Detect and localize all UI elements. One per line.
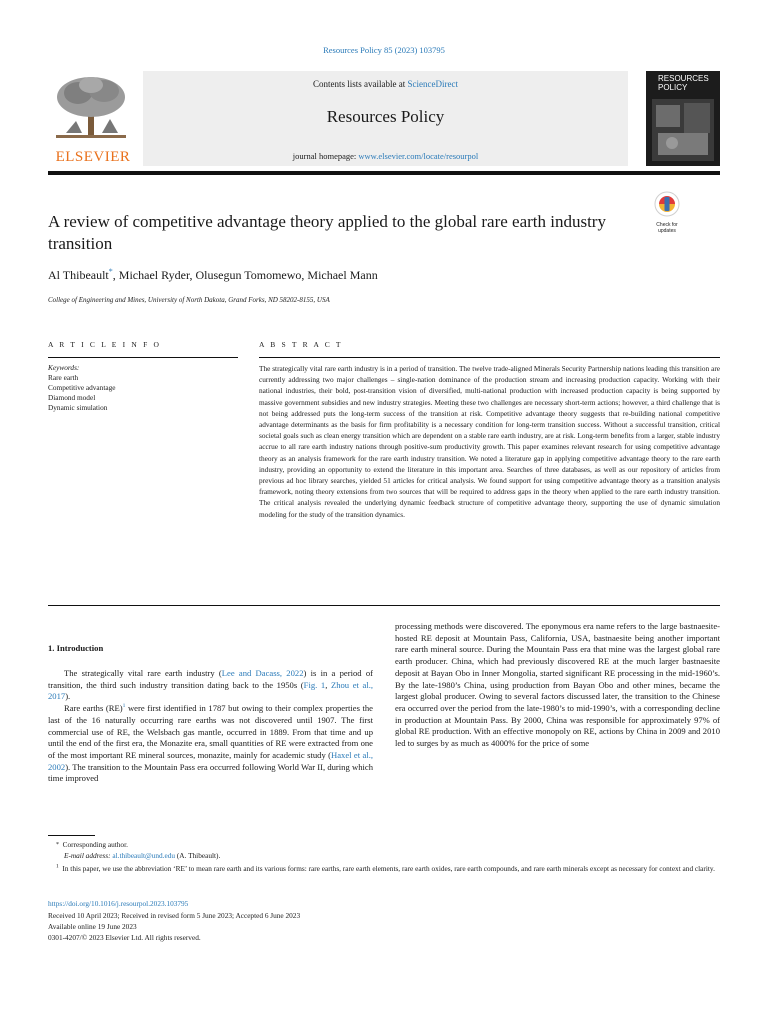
paragraph: The strategically vital rare earth industry (Lee and Dacass, 2022) is in a period of transition, the third such industry transition dating back to the 1950s (Fig. 1, Zhou et al., 2017).: [48, 668, 374, 702]
copyright: 0301-4207/© 2023 Elsevier Ltd. All rights reserved.: [48, 933, 201, 942]
corresponding-mark[interactable]: *: [108, 267, 113, 276]
citation-link[interactable]: Lee and Dacass, 2022: [221, 668, 304, 678]
journal-cover-thumbnail[interactable]: [646, 71, 720, 166]
journal-reference[interactable]: Resources Policy 85 (2023) 103795: [323, 45, 445, 55]
footnote-rule: [48, 835, 95, 836]
elsevier-logo[interactable]: [48, 71, 138, 166]
sciencedirect-link[interactable]: ScienceDirect: [407, 79, 458, 89]
author-names: , Michael Ryder, Olusegun Tomomewo, Michael Mann: [112, 268, 378, 282]
citation-link[interactable]: Zhou et al., 2017: [48, 679, 374, 702]
keywords-block: [48, 363, 238, 413]
body-column-right: [395, 621, 720, 750]
publisher-wordmark: ELSEVIER: [55, 149, 131, 165]
author-name[interactable]: Al Thibeault: [48, 268, 109, 282]
keyword-item[interactable]: Diamond model: [48, 393, 96, 402]
body-column-left: [48, 668, 373, 785]
abstract-text: The strategically vital rare earth industry is in a period of transition. The twelve trade-aligned Minerals Security Partnership nations leading this transition are currently addressing two major challenges – single-nation dominance of the production stream and increasing production capacity. Working with their national industries, their bold, post-transition vision of diversified, multi-national production with increased production capacity is being supported by massive government subsidies and new industry strategies. Meeting these two challenges are necessary short-term actions; however, a third challenge that is not being addressed puts the long-term success of the transition at risk. Competitive advantage theory suggests that re-building national competitive advantage determinants as the basis for firm profitability is a necessary condition for long-term transition success. Without a successful transition, critical societal goals such as clean energy transition which are dependent on a stable rare earth industry, are at risk. Long-term benefits from a larger, stable industry accrue to all rare earth industry nations through positive-sum productivity growth. This paper examines relevant research for using competitive advantage theory as an analysis framework for the rare earth industry transition. We noted a literature gap in applying competitive advantage theory to the rare earth industry, providing an opportunity to extend the literature in this important area. Searches of three databases, as well as our repository of articles from previous ad hoc library searches, yielded 51 articles for critical analysis. We found support for using competitive advantage theory as a transition analysis framework, noting theory extensions from two sources that will be required to address gaps in the theory when applied to the rare earth industry transition. The critical analysis revealed the underlying dynamic feedback structure of competitive advantage theory, supporting the use of dynamic simulation modeling for the study of the transition dynamics.: [259, 364, 720, 519]
abstract-bottom-rule: [48, 605, 720, 606]
header-rule: [48, 171, 720, 175]
masthead: [48, 71, 720, 166]
article-info-rule: [48, 357, 238, 358]
abstract-rule: [259, 357, 720, 358]
article-title: A review of competitive advantage theory applied to the global rare earth industry transition: [48, 212, 606, 253]
cover-image: [652, 99, 714, 161]
footnote-1: $^1$ In this paper, we use the abbreviation ‘RE’ to mean rare earth and its various forms: rare earths, rare earth elements, rare earth oxides, rare earth compounds, and rare earth minerals except as necessary for context and clarity.: [56, 863, 715, 873]
elsevier-tree-icon: [52, 75, 130, 141]
figure-link[interactable]: Fig. 1: [303, 679, 326, 690]
keyword-item[interactable]: Competitive advantage: [48, 383, 116, 392]
cover-title: RESOURCES POLICY: [658, 74, 709, 92]
footnote-corresponding: * Corresponding author.: [56, 840, 128, 849]
paragraph: processing methods were discovered. The eponymous era name refers to the large bastnaesite-hosted RE deposit at Mountain Pass, California, USA, bastnaesite being another important rare earth mineral source. During the Mountain Pass era that mine was the largest global rare earth producer. China, which had previously discovered RE at the much larger bastnaesite deposit at Bayan Obo in Inner Mongolia, started significant RE processing in the mid-1960’s. By the late-1980’s China, using production from Bayan Obo and other mines, became the largest global producer. Owing to several factors discussed later, the transition to the Chinese era occurred over the period from the late-1980’s to mid-1990’s, with a corresponding decline in production at Mountain Pass. By 2000, China was responsible for approximately 97% of global RE production. With an effective monopoly on RE, actions by China in 2009 and 2010 led to surges by as much as 4000% for the price of some: [395, 621, 720, 749]
citation-link[interactable]: Haxel et al., 2002: [48, 749, 373, 772]
online-date: Available online 19 June 2023: [48, 922, 137, 931]
keyword-item[interactable]: Rare earth: [48, 373, 79, 382]
journal-banner: [143, 71, 628, 166]
crossmark-badge[interactable]: [648, 191, 686, 234]
received-dates: Received 10 April 2023; Received in revised form 5 June 2023; Accepted 6 June 2023: [48, 911, 301, 920]
contents-line: Contents lists available at ScienceDirect: [313, 79, 458, 89]
keyword-item[interactable]: Dynamic simulation: [48, 403, 108, 412]
journal-name: Resources Policy: [326, 107, 445, 126]
footnote-mark: 1: [56, 863, 59, 870]
crossmark-label: Check for updates: [656, 222, 678, 234]
paragraph: Rare earths (RE)$^1$ were first identified in 1787 but owing to their complex properties the last of the 16 naturally occurring rare earths was not discovered until 1907. The first commercial use of RE, the Welsbach gas mantle, occurred in 1889. From that time and up until the end of the first era, the Monazite era, small quantities of RE were extracted from one of the most important RE mineral sources, monazite, mainly for academic study (Haxel et al., 2002). The transition to the Mountain Pass era occurred following World War II, during which time improved: [48, 703, 373, 784]
crossmark-icon: [648, 191, 686, 217]
affiliation: College of Engineering and Mines, University of North Dakota, Grand Forks, ND 58202-8155, USA: [48, 296, 330, 304]
keywords-label: Keywords:: [48, 363, 80, 372]
section-heading-introduction: 1. Introduction: [48, 643, 104, 653]
footnote-ref[interactable]: 1: [122, 703, 126, 710]
homepage-line: journal homepage: www.elsevier.com/locate/resourpol: [292, 151, 479, 161]
footnote-mark: *: [56, 842, 59, 848]
author-list: [48, 268, 378, 283]
doi-link[interactable]: https://doi.org/10.1016/j.resourpol.2023.103795: [48, 899, 189, 908]
journal-homepage-link[interactable]: www.elsevier.com/locate/resourpol: [358, 151, 479, 161]
email-link[interactable]: al.thibeault@und.edu: [112, 851, 176, 860]
article-info-heading: A R T I C L E I N F O: [48, 340, 162, 349]
abstract-heading: A B S T R A C T: [259, 340, 343, 349]
footnote-email: E-mail address: al.thibeault@und.edu (A. Thibeault).: [64, 851, 221, 860]
